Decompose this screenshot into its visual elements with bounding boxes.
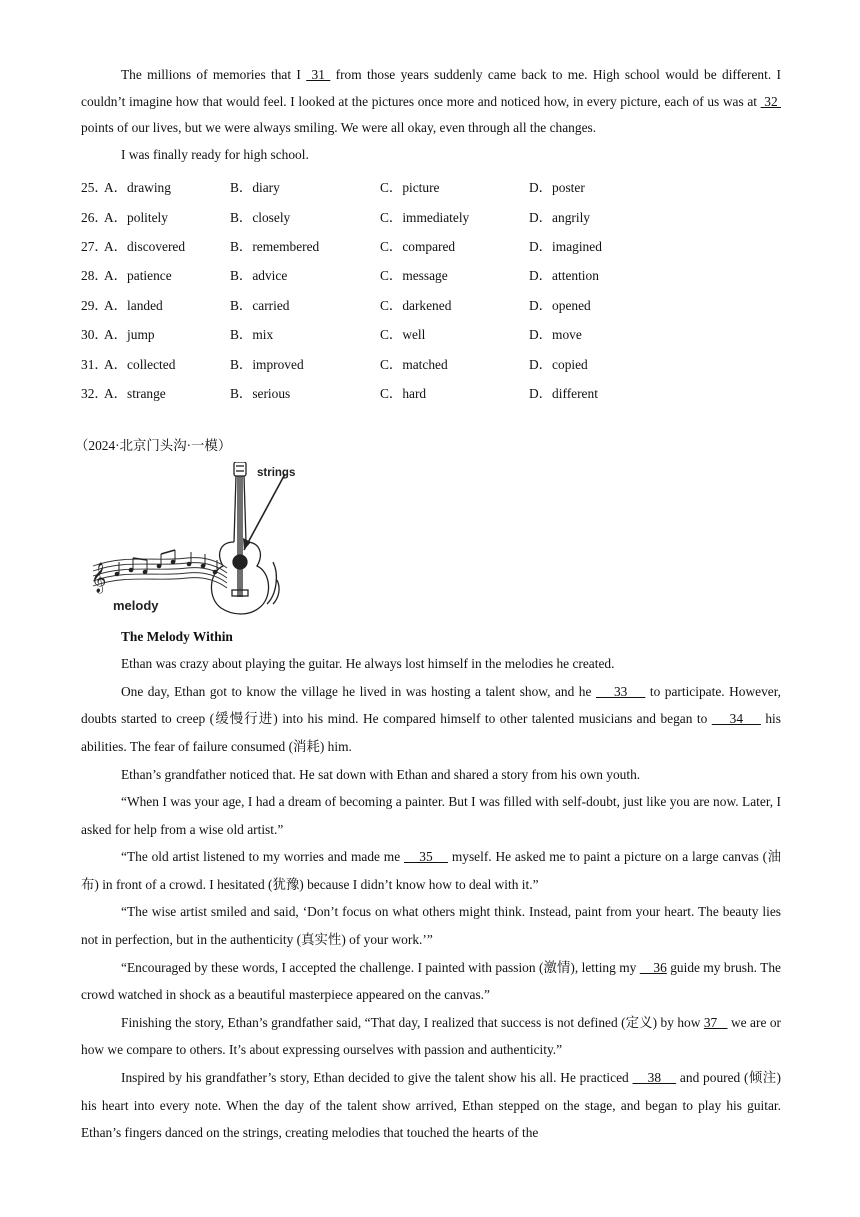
text-run: and poured (倾注) his heart into every note. When the day of the talent show arrived, Ethan stepped on the stage, and began to play his guitar. Ethan’s fingers danced on the strings, creating melodies that touched the hearts of the bbox=[81, 1070, 782, 1141]
option-d: D．imagined bbox=[529, 238, 602, 254]
guitar-melody-graphic bbox=[87, 462, 317, 622]
answer-blank: 32 bbox=[760, 93, 781, 109]
paragraph bbox=[81, 761, 781, 789]
option-a: A．politely bbox=[104, 209, 168, 225]
text-run: “The wise artist smiled and said, ‘Don’t focus on what others might think. Instead, paint from your heart. The beauty lies not in perfection, but in the authenticity (真实性) of your work.’” bbox=[81, 904, 781, 948]
option-c: C．well bbox=[380, 327, 426, 343]
option-c: C．picture bbox=[380, 180, 440, 196]
option-c: C．hard bbox=[380, 385, 427, 401]
option-c: C．message bbox=[380, 268, 448, 284]
text-run: Inspired by his grandfather’s story, Ethan decided to give the talent show his all. He practiced bbox=[121, 1070, 633, 1086]
paragraph bbox=[81, 1009, 781, 1064]
paragraph bbox=[81, 142, 781, 169]
option-row bbox=[81, 378, 781, 407]
option-row bbox=[81, 348, 781, 377]
paragraph bbox=[81, 1064, 781, 1147]
answer-blank: 31 bbox=[306, 67, 331, 82]
answer-blank: 36 bbox=[639, 959, 667, 975]
question-number: 29． bbox=[81, 297, 108, 313]
text-run: I was finally ready for high school. bbox=[121, 146, 309, 162]
text-run: guide my brush. The crowd watched in shock as a beautiful masterpiece appeared on the canvas.” bbox=[81, 959, 782, 1003]
text-run: Ethan was crazy about playing the guitar. He always lost himself in the melodies he created. bbox=[121, 656, 615, 672]
question-number: 27． bbox=[81, 238, 108, 254]
option-d: D．poster bbox=[529, 180, 585, 196]
story-title: The Melody Within bbox=[121, 629, 233, 645]
treble-clef-icon: 𝄞 bbox=[91, 563, 107, 594]
option-row bbox=[81, 319, 781, 348]
paragraph bbox=[81, 62, 781, 142]
option-b: B．diary bbox=[230, 180, 280, 196]
document-page bbox=[75, 62, 782, 1147]
option-c: C．compared bbox=[380, 238, 456, 254]
option-d: D．attention bbox=[529, 268, 599, 284]
option-b: B．serious bbox=[230, 385, 291, 401]
option-b: B．mix bbox=[230, 327, 274, 343]
melody-label: melody bbox=[113, 598, 159, 614]
option-row bbox=[81, 172, 781, 201]
answer-blank: 38 bbox=[632, 1070, 677, 1086]
option-a: A．jump bbox=[104, 327, 155, 343]
paragraph bbox=[81, 788, 781, 843]
text-run: Ethan’s grandfather noticed that. He sat down with Ethan and shared a story from his own youth. bbox=[121, 766, 641, 782]
text-run: points of our lives, but we were always smiling. We were all okay, even through all the changes. bbox=[81, 120, 597, 135]
option-a: A．strange bbox=[104, 385, 166, 401]
text-run: from those years suddenly came back to me. High school would be different. I couldn’t imagine how that would feel. I looked at the pictures once more and noticed how, in every picture, each of us was at bbox=[81, 67, 781, 109]
question-number: 25． bbox=[81, 180, 108, 196]
option-c: C．darkened bbox=[380, 297, 452, 313]
option-b: B．advice bbox=[230, 268, 288, 284]
text-run: Finishing the story, Ethan’s grandfather said, “That day, I realized that success is not defined (定义) by how bbox=[121, 1014, 704, 1030]
question-number: 28． bbox=[81, 268, 108, 284]
answer-blank: 37 bbox=[703, 1014, 728, 1030]
passage-continuation bbox=[81, 62, 781, 168]
options-list bbox=[81, 172, 781, 407]
text-run: we are or how we compare to others. It’s about expressing ourselves with passion and authenticity.” bbox=[81, 1014, 781, 1058]
guitar-icon bbox=[211, 462, 279, 614]
strings-label: strings bbox=[257, 467, 296, 480]
option-a: A．collected bbox=[104, 356, 176, 372]
option-b: B．carried bbox=[230, 297, 290, 313]
option-d: D．opened bbox=[529, 297, 591, 313]
option-row bbox=[81, 260, 781, 289]
text-run: to participate. However, doubts started to creep (缓慢行进) into his mind. He compared himself to other talented musicians and began to bbox=[81, 683, 782, 727]
question-number: 30． bbox=[81, 327, 108, 343]
option-a: A．drawing bbox=[104, 180, 171, 196]
answer-blank: 34 bbox=[711, 711, 761, 727]
answer-blank: 33 bbox=[595, 683, 646, 699]
paragraph bbox=[81, 898, 781, 953]
question-number: 26． bbox=[81, 209, 108, 225]
option-d: D．copied bbox=[529, 356, 588, 372]
question-number: 32． bbox=[81, 385, 108, 401]
text-run: “The old artist listened to my worries and made me bbox=[121, 849, 404, 865]
option-d: D．move bbox=[529, 327, 582, 343]
music-staff-icon bbox=[93, 558, 227, 588]
strings-arrow-icon bbox=[243, 474, 285, 550]
option-row bbox=[81, 201, 781, 230]
text-run: “When I was your age, I had a dream of becoming a painter. But I was filled with self-doubt, just like you are now. Later, I asked for help from a wise old artist.” bbox=[81, 794, 781, 837]
text-run: his abilities. The fear of failure consumed (消耗) him. bbox=[81, 711, 781, 754]
option-a: A．landed bbox=[104, 297, 163, 313]
option-d: D．angrily bbox=[529, 209, 590, 225]
option-b: B．closely bbox=[230, 209, 291, 225]
option-row bbox=[81, 290, 781, 319]
paragraph bbox=[81, 678, 781, 761]
answer-blank: 35 bbox=[403, 849, 449, 865]
story-body bbox=[81, 650, 781, 1147]
question-number: 31． bbox=[81, 356, 108, 372]
source-label: （2024·北京门头沟·一模） bbox=[75, 438, 232, 454]
option-a: A．discovered bbox=[104, 238, 186, 254]
option-b: B．remembered bbox=[230, 238, 320, 254]
option-c: C．matched bbox=[380, 356, 448, 372]
paragraph bbox=[81, 650, 781, 678]
text-run: myself. He asked me to paint a picture on a large canvas (油布) in front of a crowd. I hesitated (犹豫) because I didn’t know how to deal with it.” bbox=[81, 849, 781, 892]
option-d: D．different bbox=[529, 385, 598, 401]
option-row bbox=[81, 231, 781, 260]
option-c: C．immediately bbox=[380, 209, 470, 225]
paragraph bbox=[81, 843, 781, 898]
text-run: “Encouraged by these words, I accepted the challenge. I painted with passion (激情), letting my bbox=[121, 959, 640, 975]
paragraph bbox=[81, 954, 781, 1009]
guitar-melody-illustration bbox=[87, 462, 317, 622]
text-run: One day, Ethan got to know the village he lived in was hosting a talent show, and he bbox=[121, 683, 596, 699]
option-b: B．improved bbox=[230, 356, 304, 372]
option-a: A．patience bbox=[104, 268, 172, 284]
text-run: The millions of memories that I bbox=[121, 67, 307, 82]
